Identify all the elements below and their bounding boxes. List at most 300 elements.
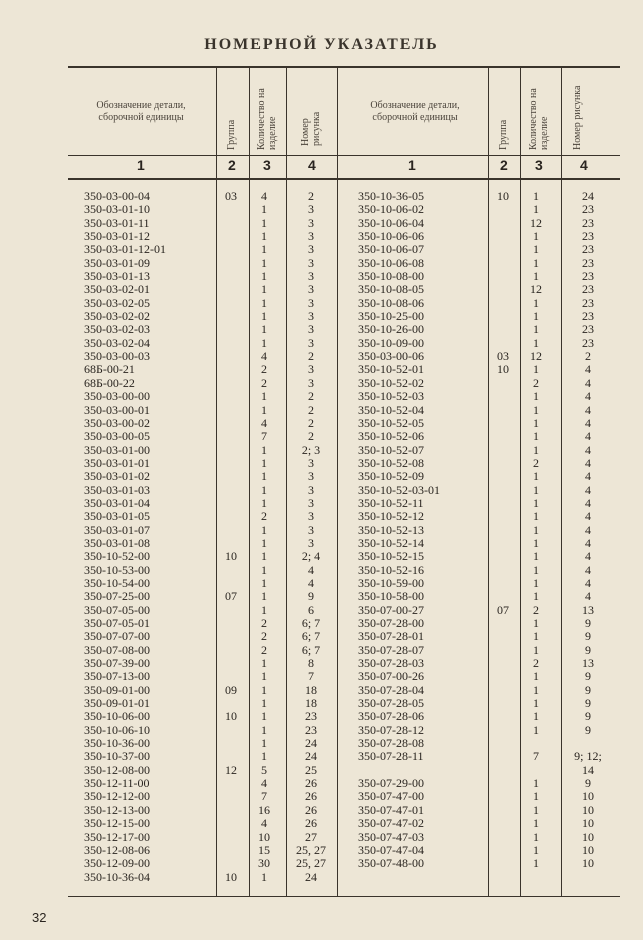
designation-cell: 350-12-12-00 <box>84 789 150 804</box>
table-row <box>84 790 334 803</box>
quantity-cell: 1 <box>261 455 267 470</box>
table-row <box>84 230 334 243</box>
designation-cell: 350-10-06-00 <box>84 709 150 724</box>
table-row <box>358 844 618 857</box>
quantity-cell: 1 <box>261 389 267 404</box>
table-row <box>358 550 618 563</box>
table-row <box>358 777 618 790</box>
designation-cell: 350-07-25-00 <box>84 589 150 604</box>
figure-cell: 24 <box>305 736 317 751</box>
table-row <box>84 684 334 697</box>
group-cell: 07 <box>225 589 237 604</box>
designation-cell: 350-10-52-05 <box>358 415 424 430</box>
table-row <box>84 470 334 483</box>
figure-cell: 18 <box>305 696 317 711</box>
table-row <box>358 243 618 256</box>
table-row <box>84 831 334 844</box>
table-row <box>84 190 334 203</box>
quantity-cell: 1 <box>533 535 539 550</box>
designation-cell: 350-03-00-06 <box>358 349 424 364</box>
top-rule <box>68 66 620 68</box>
designation-cell: 350-10-06-04 <box>358 215 424 230</box>
figure-cell: 14 <box>582 762 594 777</box>
table-row <box>84 337 334 350</box>
table-row <box>358 270 618 283</box>
designation-cell: 350-10-52-11 <box>358 495 424 510</box>
table-row <box>84 310 334 323</box>
numbers-bottom-rule <box>68 178 620 180</box>
quantity-cell: 2 <box>533 602 539 617</box>
figure-cell: 3 <box>308 215 314 230</box>
designation-cell: 350-10-36-05 <box>358 189 424 203</box>
header-figure-right: Номер рисунка <box>572 85 583 150</box>
group-cell: 12 <box>225 762 237 777</box>
figure-cell: 3 <box>308 255 314 270</box>
right-table-body <box>358 190 618 871</box>
table-row <box>358 310 618 323</box>
figure-cell: 2 <box>308 349 314 364</box>
designation-cell: 350-09-01-01 <box>84 696 150 711</box>
table-row <box>84 203 334 216</box>
table-row <box>84 390 334 403</box>
table-row <box>358 497 618 510</box>
quantity-cell: 1 <box>533 482 539 497</box>
quantity-cell: 1 <box>533 829 539 844</box>
figure-cell: 3 <box>308 335 314 350</box>
quantity-cell: 16 <box>258 802 270 817</box>
col-num-4-right: 4 <box>580 157 588 173</box>
figure-cell: 23 <box>582 269 594 284</box>
table-row <box>84 283 334 296</box>
table-row <box>84 657 334 670</box>
quantity-cell: 1 <box>533 429 539 444</box>
designation-cell: 350-12-09-00 <box>84 856 150 871</box>
designation-cell: 350-03-00-04 <box>84 189 150 203</box>
table-row <box>358 457 618 470</box>
figure-cell: 10 <box>582 816 594 831</box>
figure-cell: 3 <box>308 295 314 310</box>
quantity-cell: 1 <box>533 789 539 804</box>
col-num-3-left: 3 <box>263 157 271 173</box>
quantity-cell: 12 <box>530 215 542 230</box>
quantity-cell: 2 <box>533 455 539 470</box>
group-cell: 10 <box>225 709 237 724</box>
figure-cell: 9 <box>585 616 591 630</box>
quantity-cell: 1 <box>533 295 539 310</box>
designation-cell: 350-03-01-01 <box>84 455 150 470</box>
designation-cell: 350-10-08-00 <box>358 269 424 284</box>
quantity-cell: 1 <box>261 402 267 417</box>
quantity-cell: 10 <box>258 829 270 844</box>
col-num-2-right: 2 <box>500 157 508 173</box>
table-row <box>84 577 334 590</box>
quantity-cell: 1 <box>533 575 539 590</box>
quantity-cell: 1 <box>533 589 539 604</box>
figure-cell: 4 <box>585 429 591 444</box>
designation-cell: 350-03-00-05 <box>84 429 150 444</box>
figure-cell: 6 <box>308 602 314 617</box>
header-figure-left: Номер рисунка <box>300 111 322 146</box>
table-row <box>358 297 618 310</box>
table-row <box>84 750 334 763</box>
quantity-cell: 1 <box>533 776 539 791</box>
quantity-cell: 4 <box>261 776 267 791</box>
table-row <box>84 243 334 256</box>
figure-cell: 23 <box>582 282 594 297</box>
quantity-cell: 1 <box>261 736 267 751</box>
designation-cell: 350-10-52-00 <box>84 549 150 564</box>
designation-cell: 350-10-52-15 <box>358 549 424 564</box>
quantity-cell: 1 <box>533 696 539 711</box>
quantity-cell: 2 <box>261 616 267 630</box>
quantity-cell: 2 <box>533 656 539 671</box>
figure-cell: 4 <box>585 509 591 524</box>
designation-cell: 350-03-02-01 <box>84 282 150 297</box>
quantity-cell: 2 <box>261 375 267 390</box>
designation-cell: 350-03-01-09 <box>84 255 150 270</box>
figure-cell: 23 <box>582 202 594 217</box>
table-row <box>84 537 334 550</box>
header-quantity-right: Количество на изделие <box>528 88 550 150</box>
designation-cell: 350-10-37-00 <box>84 749 150 764</box>
designation-cell: 350-07-47-01 <box>358 802 424 817</box>
quantity-cell: 1 <box>533 469 539 484</box>
figure-cell: 3 <box>308 309 314 324</box>
quantity-cell: 1 <box>533 229 539 244</box>
quantity-cell: 1 <box>533 682 539 697</box>
header-designation-right: Обозначение детали, сборочной единицы <box>370 100 460 123</box>
quantity-cell: 2 <box>261 629 267 644</box>
table-row <box>358 697 618 710</box>
figure-cell: 10 <box>582 829 594 844</box>
table-row <box>84 604 334 617</box>
quantity-cell: 4 <box>261 415 267 430</box>
quantity-cell: 1 <box>261 522 267 537</box>
figure-cell: 9 <box>585 642 591 657</box>
designation-cell: 68Б-00-21 <box>84 362 135 377</box>
header-group-left: Группа <box>226 119 237 150</box>
table-row <box>358 684 618 697</box>
designation-cell: 350-03-01-12 <box>84 229 150 244</box>
figure-cell: 2 <box>308 402 314 417</box>
vline-middle <box>337 67 338 897</box>
designation-cell: 350-07-05-01 <box>84 616 150 630</box>
quantity-cell: 1 <box>533 202 539 217</box>
designation-cell: 350-07-13-00 <box>84 669 150 684</box>
quantity-cell: 1 <box>533 616 539 630</box>
designation-cell: 350-10-52-01 <box>358 362 424 377</box>
quantity-cell: 1 <box>533 189 539 203</box>
figure-cell: 26 <box>305 776 317 791</box>
quantity-cell: 30 <box>258 856 270 871</box>
figure-cell: 7 <box>308 669 314 684</box>
figure-cell: 2 <box>308 389 314 404</box>
designation-cell: 350-10-52-04 <box>358 402 424 417</box>
quantity-cell: 1 <box>533 856 539 871</box>
quantity-cell: 1 <box>533 309 539 324</box>
designation-cell: 350-10-36-00 <box>84 736 150 751</box>
designation-cell: 350-03-01-12-01 <box>84 242 166 257</box>
quantity-cell: 1 <box>261 282 267 297</box>
table-row <box>84 363 334 376</box>
figure-cell: 9 <box>585 629 591 644</box>
figure-cell: 3 <box>308 282 314 297</box>
group-cell: 10 <box>225 549 237 564</box>
figure-cell: 4 <box>585 455 591 470</box>
table-row <box>358 737 618 750</box>
table-row <box>358 537 618 550</box>
table-row <box>84 377 334 390</box>
designation-cell: 350-07-00-27 <box>358 602 424 617</box>
designation-cell: 350-07-08-00 <box>84 642 150 657</box>
designation-cell: 350-12-08-06 <box>84 842 150 857</box>
figure-cell: 3 <box>308 229 314 244</box>
quantity-cell: 1 <box>261 696 267 711</box>
table-row <box>84 484 334 497</box>
table-row <box>84 670 334 683</box>
designation-cell: 350-10-06-07 <box>358 242 424 257</box>
table-row <box>358 377 618 390</box>
table-row <box>358 417 618 430</box>
table-row <box>84 844 334 857</box>
table-row <box>84 497 334 510</box>
quantity-cell: 1 <box>533 842 539 857</box>
figure-cell: 4 <box>308 562 314 577</box>
figure-cell: 3 <box>308 482 314 497</box>
table-row <box>358 363 618 376</box>
figure-cell: 4 <box>585 589 591 604</box>
designation-cell: 350-10-52-02 <box>358 375 424 390</box>
designation-cell: 350-03-01-07 <box>84 522 150 537</box>
left-table-body <box>84 190 334 884</box>
quantity-cell: 1 <box>533 242 539 257</box>
figure-cell: 10 <box>582 842 594 857</box>
figure-cell: 4 <box>585 415 591 430</box>
quantity-cell: 1 <box>261 309 267 324</box>
quantity-cell: 1 <box>261 869 267 884</box>
quantity-cell: 12 <box>530 349 542 364</box>
quantity-cell: 1 <box>261 535 267 550</box>
table-row <box>84 871 334 884</box>
table-row <box>84 764 334 777</box>
table-row <box>84 724 334 737</box>
designation-cell: 350-03-01-00 <box>84 442 150 457</box>
table-row <box>358 323 618 336</box>
table-row <box>358 444 618 457</box>
designation-cell: 350-03-01-10 <box>84 202 150 217</box>
quantity-cell: 12 <box>530 282 542 297</box>
quantity-cell: 1 <box>261 229 267 244</box>
group-cell: 10 <box>497 189 509 203</box>
quantity-cell: 1 <box>261 269 267 284</box>
header-quantity-left: Количество на изделие <box>256 88 278 150</box>
table-row <box>358 337 618 350</box>
designation-cell: 350-10-25-00 <box>358 309 424 324</box>
figure-cell: 2 <box>585 349 591 364</box>
quantity-cell: 1 <box>533 269 539 284</box>
figure-cell: 26 <box>305 802 317 817</box>
designation-cell: 350-07-05-00 <box>84 602 150 617</box>
designation-cell: 350-12-11-00 <box>84 776 150 791</box>
figure-cell: 13 <box>582 602 594 617</box>
table-row <box>84 323 334 336</box>
quantity-cell: 5 <box>261 762 267 777</box>
table-row <box>358 510 618 523</box>
designation-cell: 350-12-15-00 <box>84 816 150 831</box>
figure-cell: 26 <box>305 789 317 804</box>
quantity-cell: 4 <box>261 816 267 831</box>
header-group-right: Группа <box>498 119 509 150</box>
figure-cell: 9 <box>585 722 591 737</box>
designation-cell: 350-07-28-11 <box>358 749 424 764</box>
designation-cell: 350-07-47-03 <box>358 829 424 844</box>
designation-cell: 350-10-06-10 <box>84 722 150 737</box>
designation-cell: 350-03-01-02 <box>84 469 150 484</box>
quantity-cell: 1 <box>533 335 539 350</box>
designation-cell: 350-03-01-04 <box>84 495 150 510</box>
figure-cell: 3 <box>308 469 314 484</box>
table-row <box>358 590 618 603</box>
designation-cell: 350-10-52-06 <box>358 429 424 444</box>
designation-cell: 350-10-06-06 <box>358 229 424 244</box>
designation-cell: 350-10-09-00 <box>358 335 424 350</box>
quantity-cell: 1 <box>533 255 539 270</box>
designation-cell: 350-07-47-02 <box>358 816 424 831</box>
table-row <box>84 457 334 470</box>
figure-cell: 4 <box>585 362 591 377</box>
quantity-cell: 1 <box>261 549 267 564</box>
designation-cell: 350-10-06-08 <box>358 255 424 270</box>
figure-cell: 3 <box>308 269 314 284</box>
designation-cell: 350-03-02-05 <box>84 295 150 310</box>
col-num-3-right: 3 <box>535 157 543 173</box>
figure-cell: 8 <box>308 656 314 671</box>
figure-cell: 9 <box>585 709 591 724</box>
quantity-cell: 1 <box>261 656 267 671</box>
designation-cell: 350-03-02-04 <box>84 335 150 350</box>
figure-cell: 4 <box>585 495 591 510</box>
table-row <box>358 790 618 803</box>
figure-cell: 3 <box>308 535 314 550</box>
designation-cell: 350-12-13-00 <box>84 802 150 817</box>
designation-cell: 350-10-52-12 <box>358 509 424 524</box>
designation-cell: 350-10-58-00 <box>358 589 424 604</box>
designation-cell: 350-12-17-00 <box>84 829 150 844</box>
quantity-cell: 1 <box>533 802 539 817</box>
quantity-cell: 1 <box>533 362 539 377</box>
figure-cell: 10 <box>582 802 594 817</box>
designation-cell: 350-07-28-00 <box>358 616 424 630</box>
figure-cell: 10 <box>582 789 594 804</box>
quantity-cell: 1 <box>533 722 539 737</box>
quantity-cell: 1 <box>261 709 267 724</box>
table-row <box>358 657 618 670</box>
figure-cell: 23 <box>582 322 594 337</box>
designation-cell: 350-03-00-03 <box>84 349 150 364</box>
table-row <box>358 670 618 683</box>
figure-cell: 3 <box>308 242 314 257</box>
quantity-cell: 1 <box>533 816 539 831</box>
designation-cell: 350-03-00-00 <box>84 389 150 404</box>
quantity-cell: 2 <box>261 509 267 524</box>
group-cell: 09 <box>225 682 237 697</box>
page-number: 32 <box>32 910 47 925</box>
designation-cell: 350-10-52-08 <box>358 455 424 470</box>
table-row <box>84 257 334 270</box>
designation-cell: 350-07-28-08 <box>358 736 424 751</box>
table-row <box>358 470 618 483</box>
table-row <box>358 350 618 363</box>
figure-cell: 4 <box>585 522 591 537</box>
table-row <box>84 217 334 230</box>
designation-cell: 350-10-26-00 <box>358 322 424 337</box>
table-bottom-rule <box>68 896 620 897</box>
table-row <box>84 857 334 870</box>
figure-cell: 6; 7 <box>301 616 321 630</box>
quantity-cell: 1 <box>261 749 267 764</box>
figure-cell: 9 <box>308 589 314 604</box>
figure-cell: 24 <box>305 869 317 884</box>
figure-cell: 4 <box>585 482 591 497</box>
figure-cell: 23 <box>305 709 317 724</box>
table-row <box>358 630 618 643</box>
figure-cell: 3 <box>308 375 314 390</box>
quantity-cell: 1 <box>261 335 267 350</box>
table-row <box>84 564 334 577</box>
table-row <box>84 297 334 310</box>
table-row <box>358 644 618 657</box>
table-row <box>84 804 334 817</box>
figure-cell: 9; 12; <box>574 749 602 764</box>
designation-cell: 350-03-01-13 <box>84 269 150 284</box>
figure-cell: 3 <box>308 522 314 537</box>
designation-cell: 350-10-52-09 <box>358 469 424 484</box>
quantity-cell: 1 <box>533 709 539 724</box>
quantity-cell: 7 <box>261 429 267 444</box>
table-row <box>358 257 618 270</box>
designation-cell: 350-03-00-02 <box>84 415 150 430</box>
quantity-cell: 1 <box>261 602 267 617</box>
quantity-cell: 1 <box>261 255 267 270</box>
table-row <box>84 417 334 430</box>
figure-cell: 3 <box>308 202 314 217</box>
quantity-cell: 1 <box>261 215 267 230</box>
designation-cell: 350-07-28-06 <box>358 709 424 724</box>
designation-cell: 350-10-52-16 <box>358 562 424 577</box>
figure-cell: 9 <box>585 669 591 684</box>
figure-cell: 4 <box>585 469 591 484</box>
designation-cell: 350-10-54-00 <box>84 575 150 590</box>
figure-cell: 4 <box>585 575 591 590</box>
table-row <box>358 577 618 590</box>
quantity-cell: 1 <box>261 242 267 257</box>
col-num-2-left: 2 <box>228 157 236 173</box>
table-row <box>84 644 334 657</box>
quantity-cell: 1 <box>533 522 539 537</box>
designation-cell: 350-03-02-02 <box>84 309 150 324</box>
quantity-cell: 4 <box>261 189 267 203</box>
figure-cell: 23 <box>582 229 594 244</box>
designation-cell: 350-07-48-00 <box>358 856 424 871</box>
designation-cell: 350-03-01-05 <box>84 509 150 524</box>
designation-cell: 350-10-59-00 <box>358 575 424 590</box>
quantity-cell: 1 <box>261 682 267 697</box>
table-row <box>84 350 334 363</box>
quantity-cell: 1 <box>261 722 267 737</box>
designation-cell: 350-03-01-03 <box>84 482 150 497</box>
table-row <box>358 817 618 830</box>
table-row <box>84 510 334 523</box>
